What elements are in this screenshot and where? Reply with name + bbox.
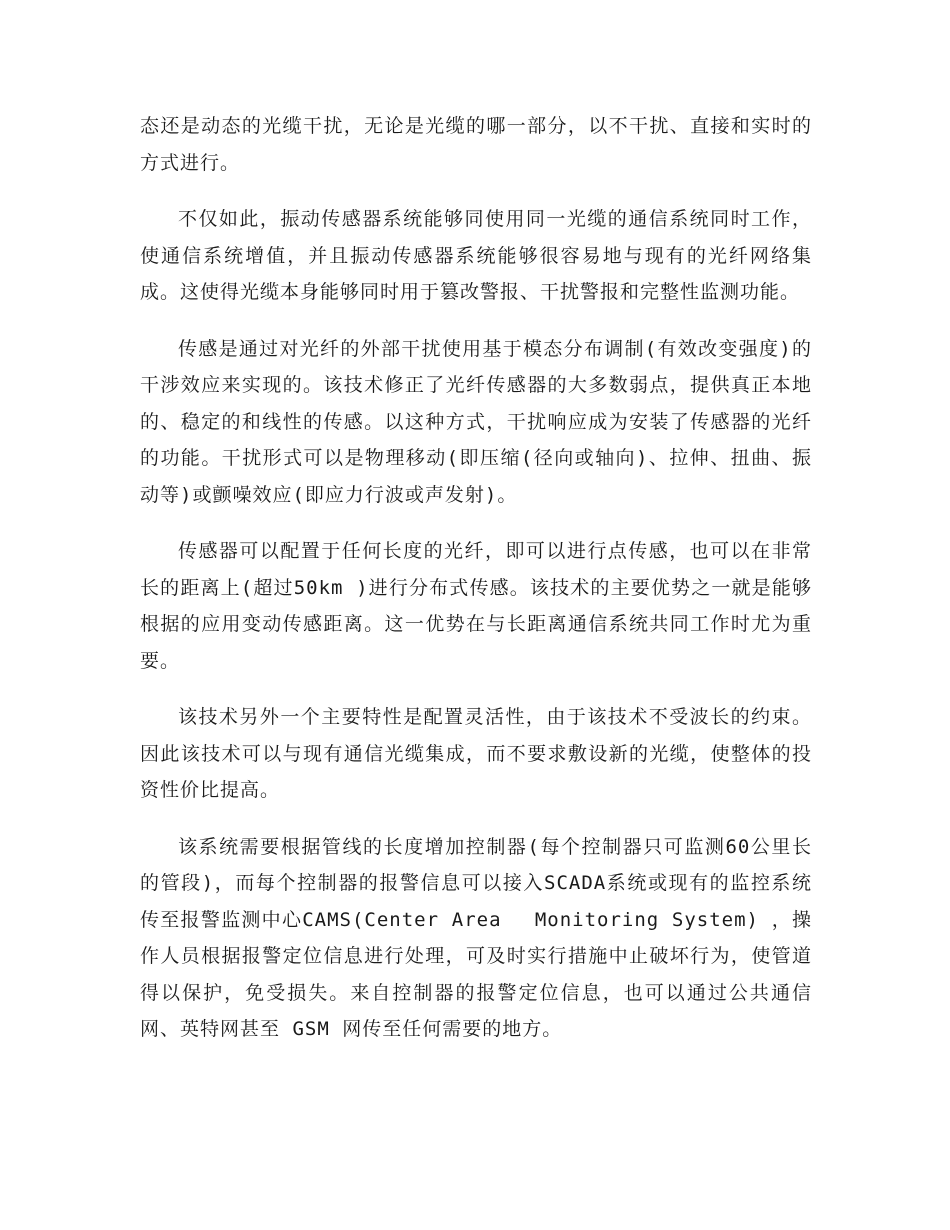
paragraph-3: 传感是通过对光纤的外部干扰使用基于模态分布调制(有效改变强度)的干涉效应来实现的。该技术修正了光纤传感器的大多数弱点，提供真正本地的、稳定的和线性的传感。以这种方式，干扰响应成为安装了传感器的光纤的功能。干扰形式可以是物理移动(即压缩(径向或轴向)、拉伸、扭曲、振动等)或颤噪效应(即应力行波或声发射)。	[140, 337, 812, 506]
paragraph-6: 该系统需要根据管线的长度增加控制器(每个控制器只可监测60公里长的管段)，而每个控制器的报警信息可以接入SCADA系统或现有的监控系统传至报警监测中心CAMS(Center Area Monitoring System) ，操作人员根据报警定位信息进行处理，可及时实行措施中止破坏行为，使管道得以保护，免受损失。来自控制器的报警定位信息，也可以通过公共通信网、英特网甚至 GSM 网传至任何需要的地方。	[140, 835, 812, 1040]
paragraph-5: 该技术另外一个主要特性是配置灵活性，由于该技术不受波长的约束。因此该技术可以与现有通信光缆集成，而不要求敷设新的光缆，使整体的投资性价比提高。	[140, 706, 812, 801]
paragraph-2: 不仅如此，振动传感器系统能够同使用同一光缆的通信系统同时工作，使通信系统增值，并且振动传感器系统能够很容易地与现有的光纤网络集成。这使得光缆本身能够同时用于篡改警报、干扰警报和完整性监测功能。	[140, 208, 812, 303]
paragraph-1: 态还是动态的光缆干扰，无论是光缆的哪一部分，以不干扰、直接和实时的方式进行。	[140, 115, 812, 174]
document-body	[140, 108, 812, 1068]
paragraph-4: 传感器可以配置于任何长度的光纤，即可以进行点传感，也可以在非常长的距离上(超过50km )进行分布式传感。该技术的主要优势之一就是能够根据的应用变动传感距离。这一优势在与长距离通信系统共同工作时尤为重要。	[140, 540, 812, 672]
